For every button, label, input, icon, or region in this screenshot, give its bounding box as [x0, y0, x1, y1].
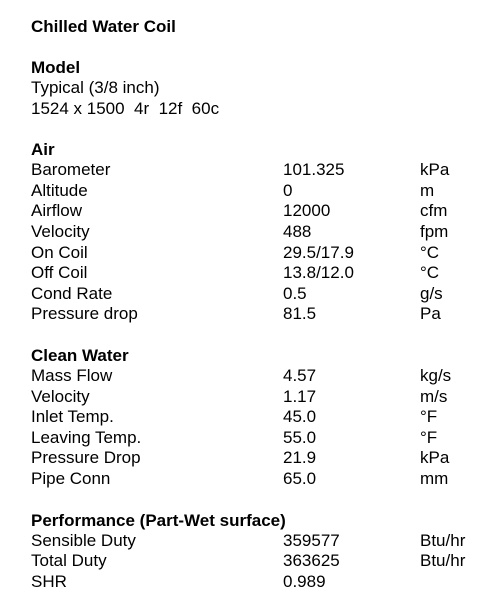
table-row — [31, 469, 491, 490]
model-heading: Model — [31, 58, 81, 77]
table-row — [31, 366, 491, 387]
air-table — [31, 160, 491, 325]
table-row — [31, 448, 491, 469]
row-value: 0.989 — [283, 571, 326, 591]
row-value: 45.0 — [283, 407, 317, 427]
table-row — [31, 222, 491, 243]
row-value: 0 — [283, 180, 293, 200]
table-row — [31, 284, 491, 305]
row-unit: mm — [420, 468, 449, 488]
row-value: 101.325 — [283, 160, 345, 180]
model-type: Typical (3/8 inch) — [31, 78, 160, 97]
table-row — [31, 407, 491, 428]
row-unit: Pa — [420, 304, 441, 324]
row-value: 0.5 — [283, 283, 307, 303]
table-row — [31, 387, 491, 408]
row-unit: m/s — [420, 386, 448, 406]
row-value: 12000 — [283, 201, 331, 221]
model-size: 1524 x 1500 4r 12f 60c — [31, 98, 220, 118]
row-unit: °C — [420, 242, 440, 262]
table-row — [31, 201, 491, 222]
row-value: 1.17 — [283, 386, 317, 406]
row-unit: kPa — [420, 160, 450, 180]
row-value: 81.5 — [283, 304, 317, 324]
performance-heading: Performance (Part-Wet surface) — [31, 510, 286, 530]
row-value: 488 — [283, 221, 312, 241]
row-value: 359577 — [283, 530, 340, 550]
table-row — [31, 263, 491, 284]
table-row — [31, 572, 491, 593]
coil-datasheet — [31, 16, 491, 592]
row-unit: Btu/hr — [420, 530, 466, 550]
row-value: 55.0 — [283, 427, 317, 447]
row-label: SHR — [31, 571, 67, 591]
row-label: On Coil — [31, 242, 88, 262]
row-value: 21.9 — [283, 448, 317, 468]
row-label: Inlet Temp. — [31, 407, 114, 427]
row-unit: Btu/hr — [420, 551, 466, 571]
row-label: Cond Rate — [31, 283, 113, 303]
document-title: Chilled Water Coil — [31, 17, 176, 36]
water-heading: Clean Water — [31, 345, 129, 365]
row-value: 13.8/12.0 — [283, 263, 354, 283]
row-label: Leaving Temp. — [31, 427, 142, 447]
row-label: Total Duty — [31, 551, 107, 571]
row-value: 65.0 — [283, 468, 317, 488]
row-label: Pipe Conn — [31, 468, 111, 488]
row-label: Altitude — [31, 180, 88, 200]
row-label: Sensible Duty — [31, 530, 136, 550]
row-unit: °F — [420, 407, 438, 427]
row-label: Velocity — [31, 386, 90, 406]
row-unit: °C — [420, 263, 440, 283]
row-unit: kg/s — [420, 365, 452, 385]
row-label: Barometer — [31, 160, 111, 180]
table-row — [31, 243, 491, 264]
row-unit: cfm — [420, 201, 448, 221]
table-row — [31, 160, 491, 181]
table-row — [31, 428, 491, 449]
table-row — [31, 304, 491, 325]
table-row — [31, 551, 491, 572]
row-unit: °F — [420, 427, 438, 447]
row-value: 363625 — [283, 551, 340, 571]
table-row — [31, 531, 491, 552]
row-label: Pressure drop — [31, 304, 138, 324]
row-label: Off Coil — [31, 263, 88, 283]
row-unit: g/s — [420, 283, 443, 303]
table-row — [31, 181, 491, 202]
row-unit: fpm — [420, 221, 449, 241]
row-unit: m — [420, 180, 435, 200]
air-heading: Air — [31, 140, 55, 160]
row-unit: kPa — [420, 448, 450, 468]
row-label: Pressure Drop — [31, 448, 141, 468]
row-label: Airflow — [31, 201, 83, 221]
row-value: 29.5/17.9 — [283, 242, 354, 262]
performance-table — [31, 531, 491, 593]
row-label: Mass Flow — [31, 365, 113, 385]
water-table — [31, 366, 491, 490]
row-value: 4.57 — [283, 365, 317, 385]
row-label: Velocity — [31, 221, 90, 241]
